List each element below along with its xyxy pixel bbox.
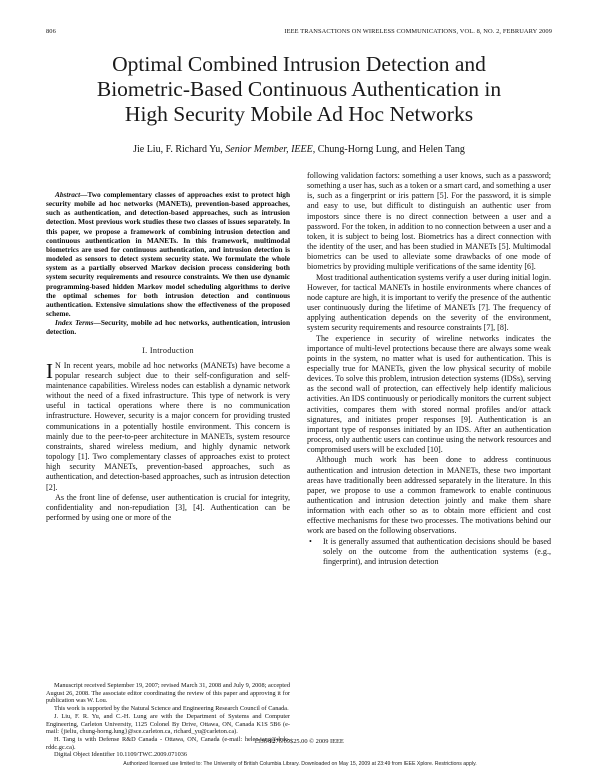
title-line: Biometric-Based Continuous Authentication in	[96, 77, 502, 101]
copyright-line: 1536-1276/09$25.00 © 2009 IEEE	[254, 738, 344, 745]
journal-title: IEEE TRANSACTIONS ON WIRELESS COMMUNICATIONS, VOL. 8, NO. 2, FEBRUARY 2009	[284, 28, 552, 35]
abstract-label: Abstract	[55, 190, 81, 199]
left-column	[46, 190, 290, 523]
abstract-text: —Two complementary classes of approaches exist to protect high security mobile ad hoc networks (MANETs), prevention-based approaches, such as authentication, and detection-based approaches, such as intrusion detection. Most previous work studies these two classes of issues separately. In this paper, we propose a framework of combining intrusion detection and continuous authentication in MANETs. In this framework, multimodal biometrics are used for continuous authentication, and intrusion detection is modeled as sensors to detect system security state. We formulate the whole system as a partially observed Markov decision process considering both system security requirements and resource constraints. We then use dynamic programming-based hidden Markov model scheduling algorithms to derive the optimal schemes for both intrusion detection and continuous authentication. Extensive simulations show the effectiveness of the proposed scheme.	[46, 190, 290, 319]
body-paragraph: Although much work has been done to address continuous authentication and intrusion detection in MANETs, these two important areas have traditionally been addressed separately in the literature. In this paper, we propose to use a common framework to enable continuous authentication and intrusion detection jointly and make them share information with each other so as to obtain more efficient and cost effective mechanisms for these two processes. The motivations behind our work are based on the following observations.	[307, 455, 551, 536]
bullet-dot-icon: •	[309, 536, 312, 546]
title-line: Optimal Combined Intrusion Detection and	[112, 52, 486, 76]
index-terms	[46, 318, 290, 336]
index-terms-label: Index Terms	[55, 318, 94, 328]
intro-paragraph-1	[46, 358, 290, 493]
right-column	[307, 171, 551, 567]
intro-text-1: N In recent years, mobile ad hoc networks (MANETs) have become a popular research subject due to their self-configuration and self-maintenance capabilities. Wireless nodes can establish a dynamic network without the need of a fixed infrastructure. This type of network is very useful in tactical operations where there is no communication infrastructure. However, security is a major concern for providing trusted communications in a potentially hostile environment. This concern is mainly due to the peer-to-peer architecture in MANETs, system resource constraints, shared wireless medium, and highly dynamic network topology [1]. Two complementary classes of approaches exist to protect high security MANETs, prevention-based approaches, such as authentication, and detection-based approaches, such as intrusion detection [2].	[46, 360, 290, 492]
intro-paragraph-2: As the front line of defense, user authentication is crucial for integrity, confidentiality and non-repudiation [3], [4]. Authentication can be performed by using one or more of the	[46, 492, 290, 522]
author-list	[46, 144, 552, 155]
footnote: Manuscript received September 19, 2007; revised March 31, 2008 and July 9, 2008; accepted August 26, 2008. The associate editor coordinating the review of this paper and approving it for publication was W. Lou.	[46, 682, 290, 705]
abstract	[46, 190, 290, 318]
license-footer: Authorized licensed use limited to: The University of British Columbia Library. Downloaded on May 15, 2009 at 23:49 from IEEE Xplore. Restrictions apply.	[123, 761, 477, 767]
footnote: J. Liu, F. R. Yu, and C.-H. Lung are with the Department of Systems and Computer Engineering, Carleton University, 1125 Colonel By Drive, Ottawa, ON, Canada K1S 5B6 (e-mail: {jieliu, chung-horng.lung}@sce.carleton.ca, richard_yu@carleton.ca).	[46, 712, 290, 736]
footnote: Digital Object Identifier 10.1109/TWC.2009.071036	[54, 751, 188, 759]
index-terms-text: —Security, mobile ad hoc networks, authentication, intrusion detection.	[46, 318, 290, 337]
authors-part1: Jie Liu, F. Richard Yu,	[133, 144, 226, 155]
bullet-text: It is generally assumed that authentication decisions should be based solely on the outcome from the authentication systems (e.g., fingerprint), and intrusion detection	[323, 536, 551, 566]
running-header	[46, 28, 552, 40]
authors-part2: Chung-Horng Lung, and Helen Tang	[315, 144, 465, 155]
paper-title	[46, 52, 552, 127]
bullet-item	[307, 537, 551, 567]
section-heading: I. Introduction	[142, 345, 194, 355]
footnote: This work is supported by the Natural Science and Engineering Research Council of Canada.	[54, 705, 289, 713]
drop-cap: I	[46, 358, 53, 383]
page-number: 806	[46, 28, 56, 35]
title-line: High Security Mobile Ad Hoc Networks	[124, 102, 474, 126]
author-role: Senior Member, IEEE,	[225, 144, 316, 155]
body-paragraph: following validation factors: something a user knows, such as a password; something a user has, such as a token or a smart card, and something a user is, such as a fingerprint or iris pattern [5]. For the password, it is simple and easy to use, but difficult to distinguish an authentic user from impostors since there is no direct connection between a user and a password. For the token, in addition to no connection between a user and a token, it is subject to being lost. Biometrics has a direct connection with the identity of the user, and has been studied in MANETs [5]. Multimodal biometrics can be used to alleviate some drawbacks of one mode of biometrics by providing multiple verifications of the same identity [6].	[307, 171, 551, 272]
body-paragraph: Most traditional authentication systems verify a user during initial login. However, for tactical MANETs in hostile environments where chances of node capture are high, it is important to verify the presence of the authentic user continuously during the lifetime of MANETs [7]. The frequency of applying authentication depends on the severity of the environment, system security requirements and resource constraints [7], [8].	[307, 272, 551, 333]
body-paragraph: The experience in security of wireline networks indicates the importance of multi-level protections because there are always some weak points in the system, no matter what is used for authentication. This is especially true for MANETs, given the low physical security of mobile devices. To solve this problem, intrusion detection systems (IDSs), serving as the second wall of protection, can effectively help identify malicious activities. An IDS continuously or periodically monitors the current subject activities, compares them with stored normal profiles and/or attack signatures, and initiates proper responses [9]. Authentication is an important type of responses initiated by an IDS. After an authentication process, only authentic users can continue using the network resources and compromised users will be excluded [10].	[307, 333, 551, 455]
footnotes	[46, 682, 290, 759]
footnote: H. Tang is with Defense R&D Canada - Ottawa, ON, Canada (e-mail: helen.tang@drdc-rddc.gc.ca).	[46, 735, 290, 751]
